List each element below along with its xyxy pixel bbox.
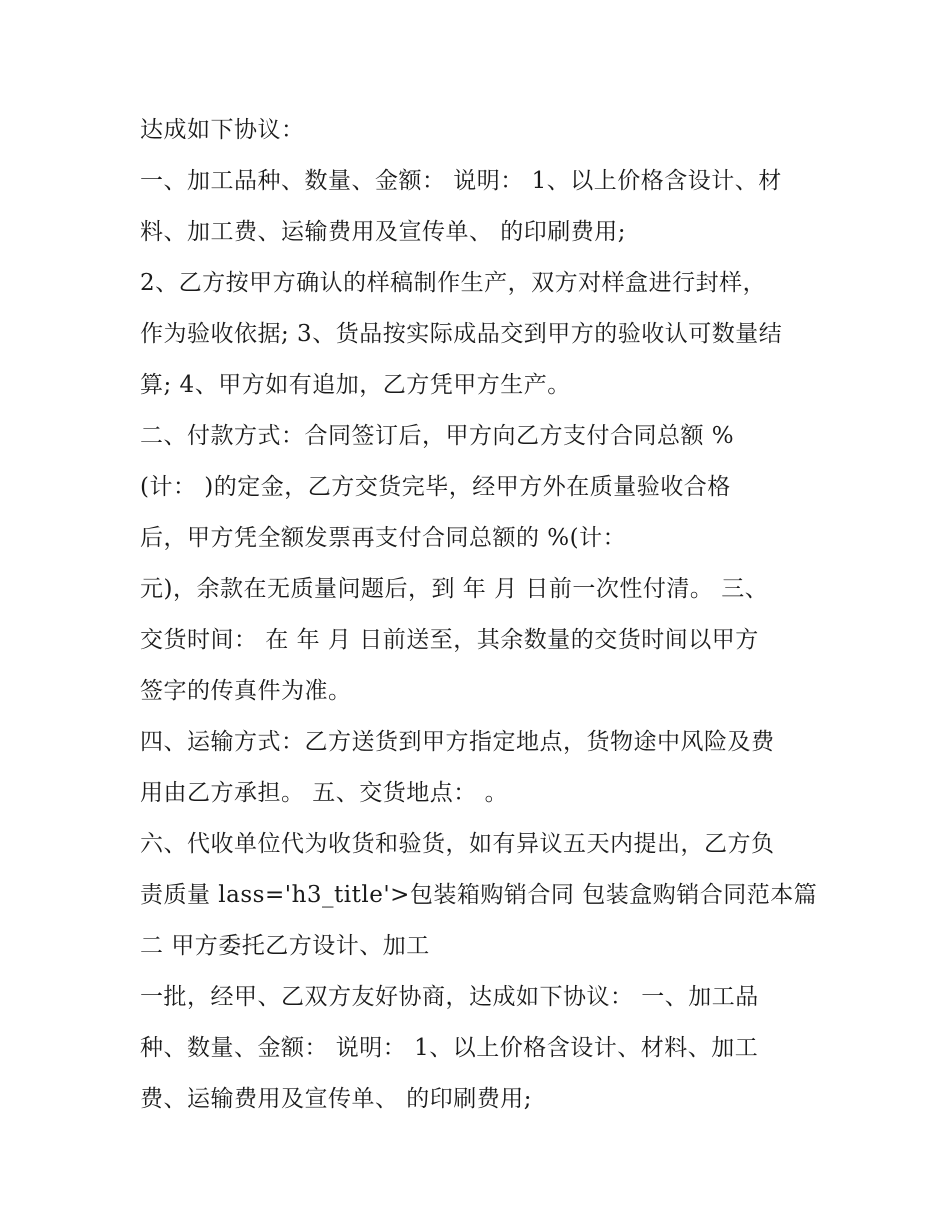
text-line: 交货时间： 在 年 月 日前送至，其余数量的交货时间以甲方 xyxy=(140,627,759,653)
text-line: 元)，余款在无质量问题后，到 年 月 日前一次性付清。 三、 xyxy=(140,576,769,602)
text-line: 后，甲方凭全额发票再支付合同总额的 %(计： xyxy=(140,525,627,551)
text-line: 二 甲方委托乙方设计、加工 xyxy=(140,933,430,959)
text-line: 种、数量、金额： 说明： 1、以上价格含设计、材料、加工 xyxy=(140,1035,759,1061)
text-line: 签字的传真件为准。 xyxy=(140,678,352,704)
text-line: 二、付款方式：合同签订后，甲方向乙方支付合同总额 % xyxy=(140,423,735,449)
text-line: 2、乙方按甲方确认的样稿制作生产，双方对样盒进行封样， xyxy=(140,270,767,296)
text-line: 责质量 lass='h3_title'>包装箱购销合同 包装盒购销合同范本篇 xyxy=(140,882,818,908)
text-line: 用由乙方承担。 五、交货地点： 。 xyxy=(140,780,509,806)
text-line: 一、加工品种、数量、金额： 说明： 1、以上价格含设计、材 xyxy=(140,168,782,194)
text-line: 作为验收依据; 3、货品按实际成品交到甲方的验收认可数量结 xyxy=(140,321,783,347)
text-line: 四、运输方式：乙方送货到甲方指定地点，货物途中风险及费 xyxy=(140,729,775,755)
text-line: 算; 4、甲方如有追加，乙方凭甲方生产。 xyxy=(140,372,571,398)
text-line: 一批，经甲、乙双方友好协商，达成如下协议： 一、加工品 xyxy=(140,984,759,1010)
text-line: 六、代收单位代为收货和验货，如有异议五天内提出，乙方负 xyxy=(140,831,775,857)
text-line: 费、运输费用及宣传单、 的印刷费用; xyxy=(140,1086,533,1112)
document-body xyxy=(140,105,830,1125)
text-line: 料、加工费、运输费用及宣传单、 的印刷费用; xyxy=(140,219,627,245)
text-line: (计： )的定金，乙方交货完毕，经甲方外在质量验收合格 xyxy=(140,474,731,500)
text-line: 达成如下协议： xyxy=(140,117,305,143)
